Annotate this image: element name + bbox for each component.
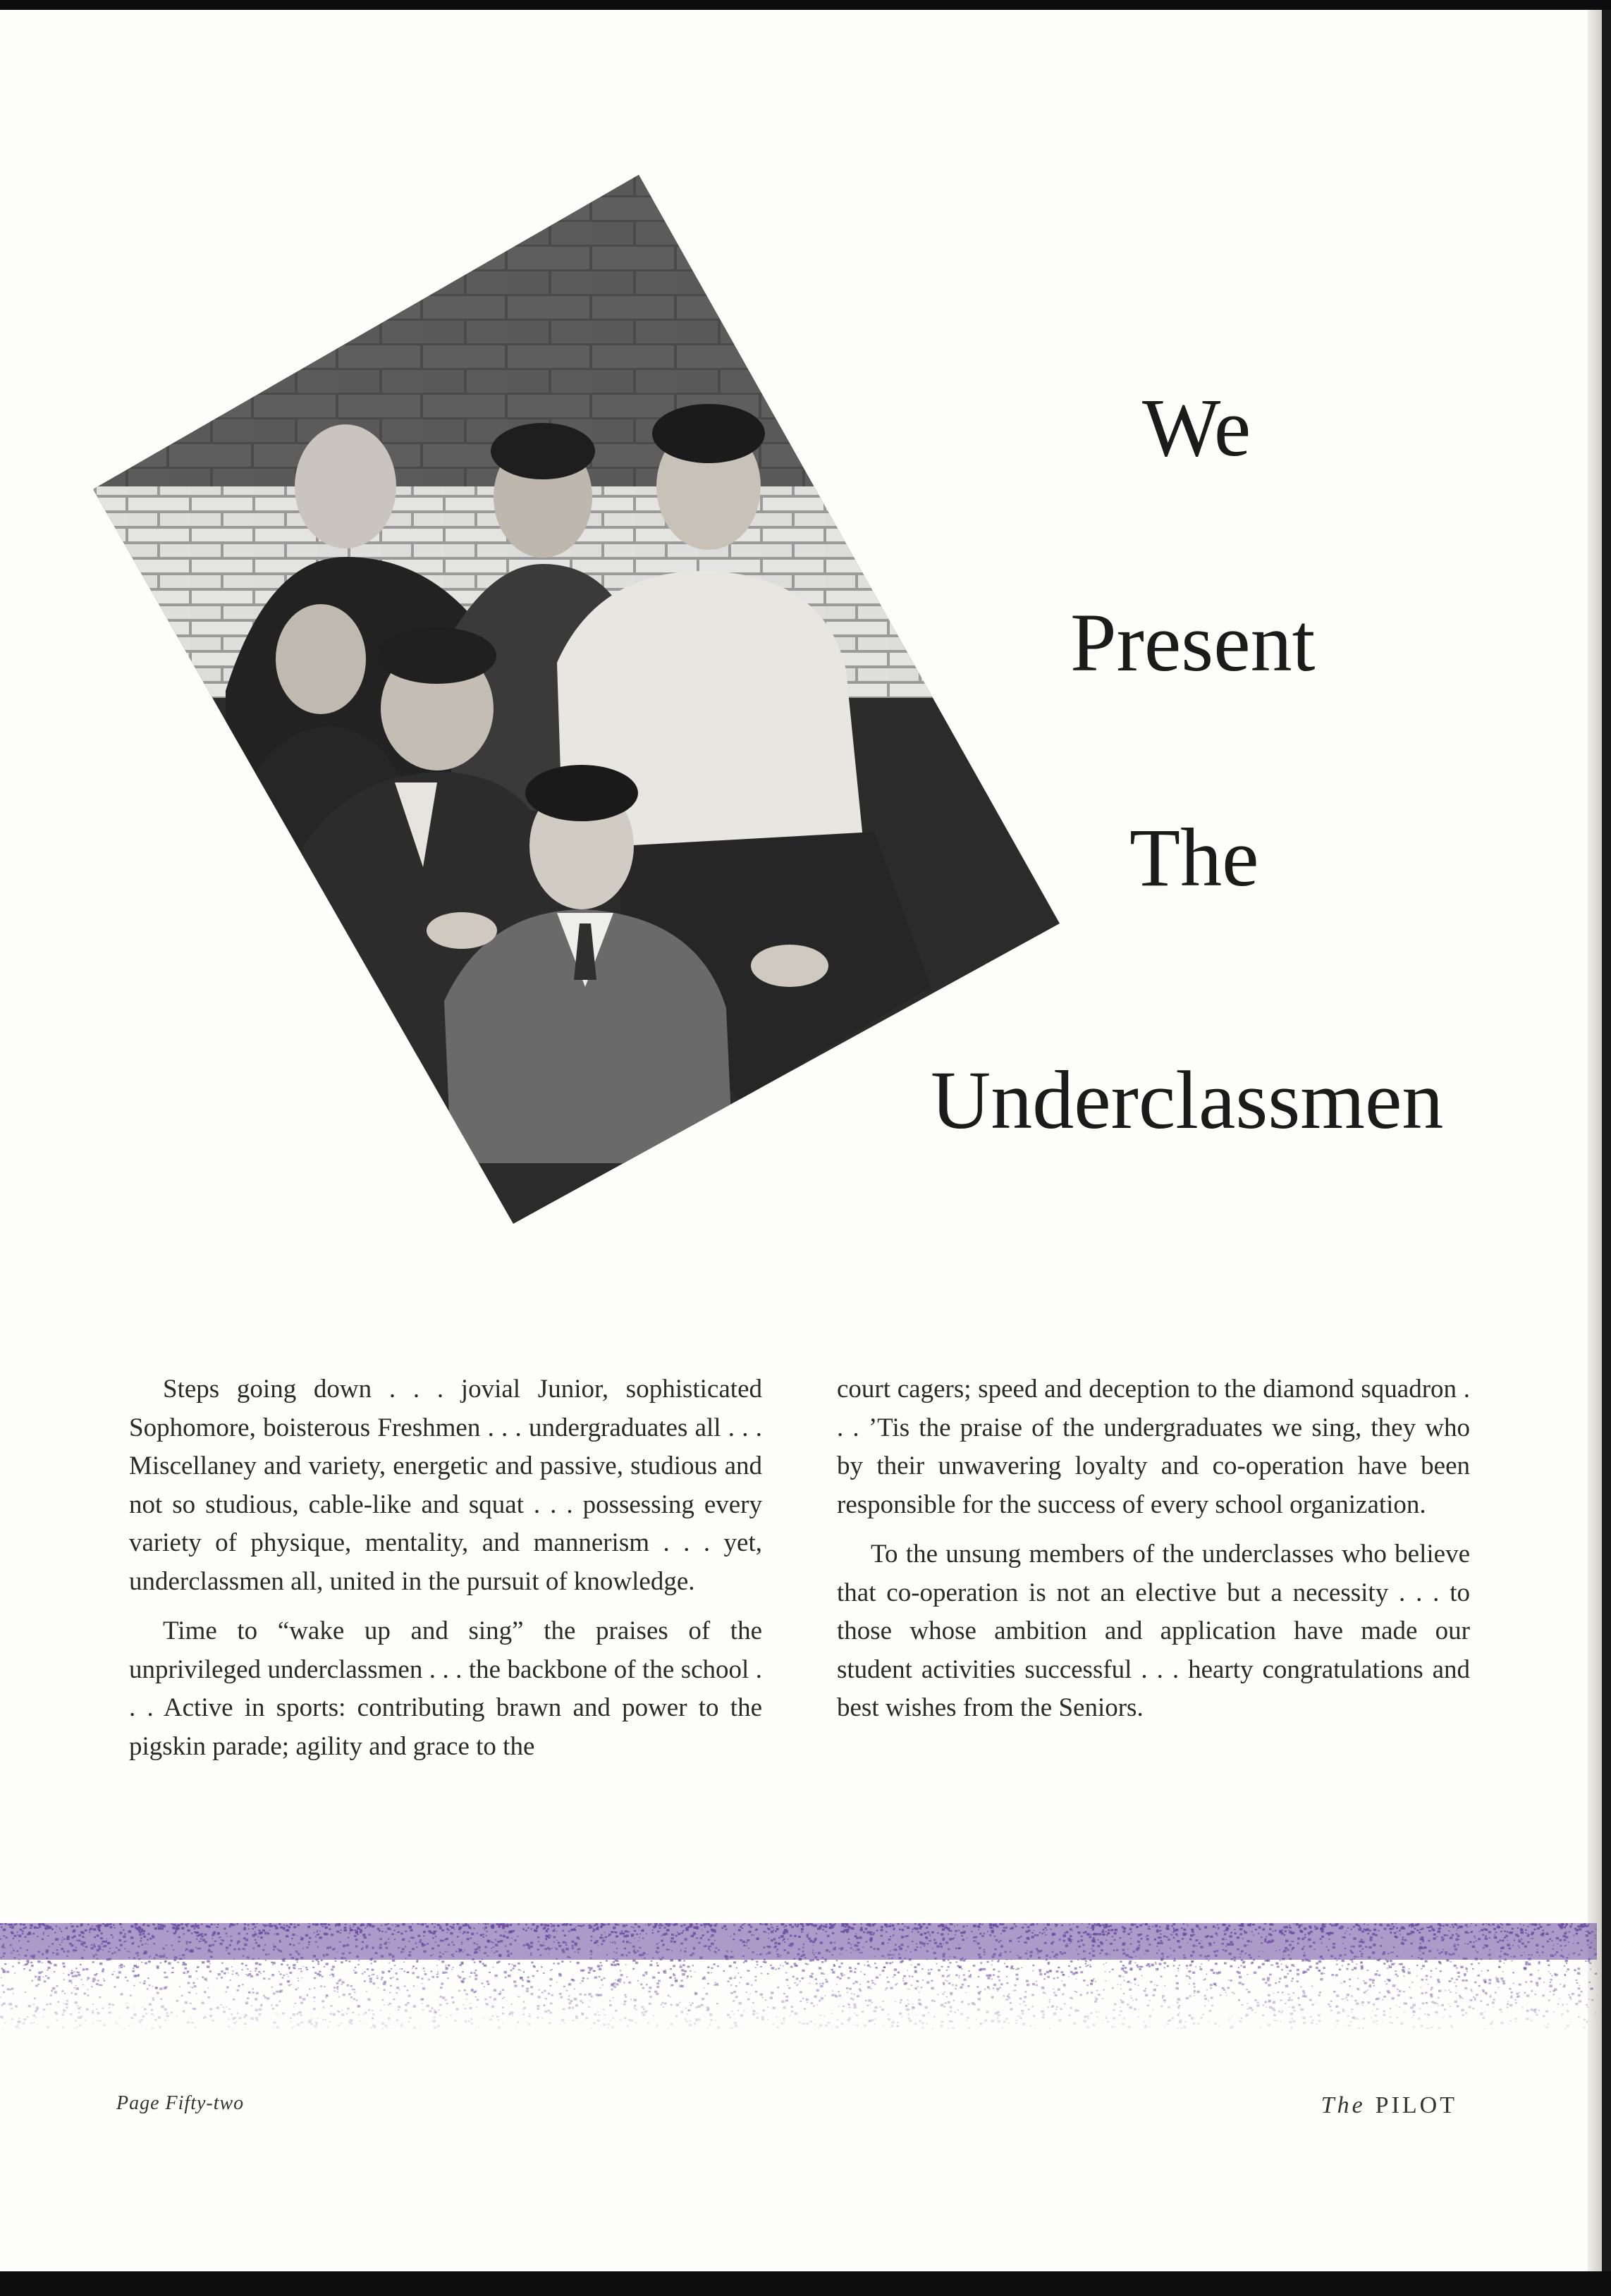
page-number: Page Fifty-two xyxy=(116,2092,245,2114)
heading-the: The xyxy=(1129,811,1259,904)
publication-article: The xyxy=(1321,2092,1366,2118)
heading-underclassmen: Underclassmen xyxy=(931,1054,1444,1146)
paragraph: Time to “wake up and sing” the praises of the unprivileged underclassmen . . . the backbone of the school . . . Active in sports: contributing brawn and power to the pigskin parade; agility and grace to the xyxy=(129,1616,762,1761)
right-column xyxy=(837,1370,1470,1739)
publication-name xyxy=(1321,2092,1457,2119)
heading-present: Present xyxy=(1070,596,1316,689)
decorative-band xyxy=(0,1923,1597,2029)
heading-we: We xyxy=(1142,381,1251,474)
paragraph: Steps going down . . . jovial Junior, sophisticated Sophomore, boisterous Freshmen . . . undergraduates all . . . Miscellaney and variety, energetic and passive, studious and not so studious, cable-like and squat . . . possessing every variety of physique, mentality, and mannerism . . . yet, underclassmen all, united in the pursuit of knowledge. xyxy=(129,1375,762,1596)
left-column xyxy=(129,1370,762,1777)
paragraph: court cagers; speed and deception to the diamond squadron . . . ’Tis the praise of the undergraduates we sing, they who by their unwavering loyalty and co-operation have been responsible for the success of every school organization. xyxy=(837,1375,1470,1519)
publication-title: PILOT xyxy=(1375,2092,1457,2118)
paragraph: To the unsung members of the underclasses who believe that co-operation is not an elective but a necessity . . . to those whose ambition and application have made our student activities successful . . . hearty congratulations and best wishes from the Seniors. xyxy=(837,1540,1470,1722)
